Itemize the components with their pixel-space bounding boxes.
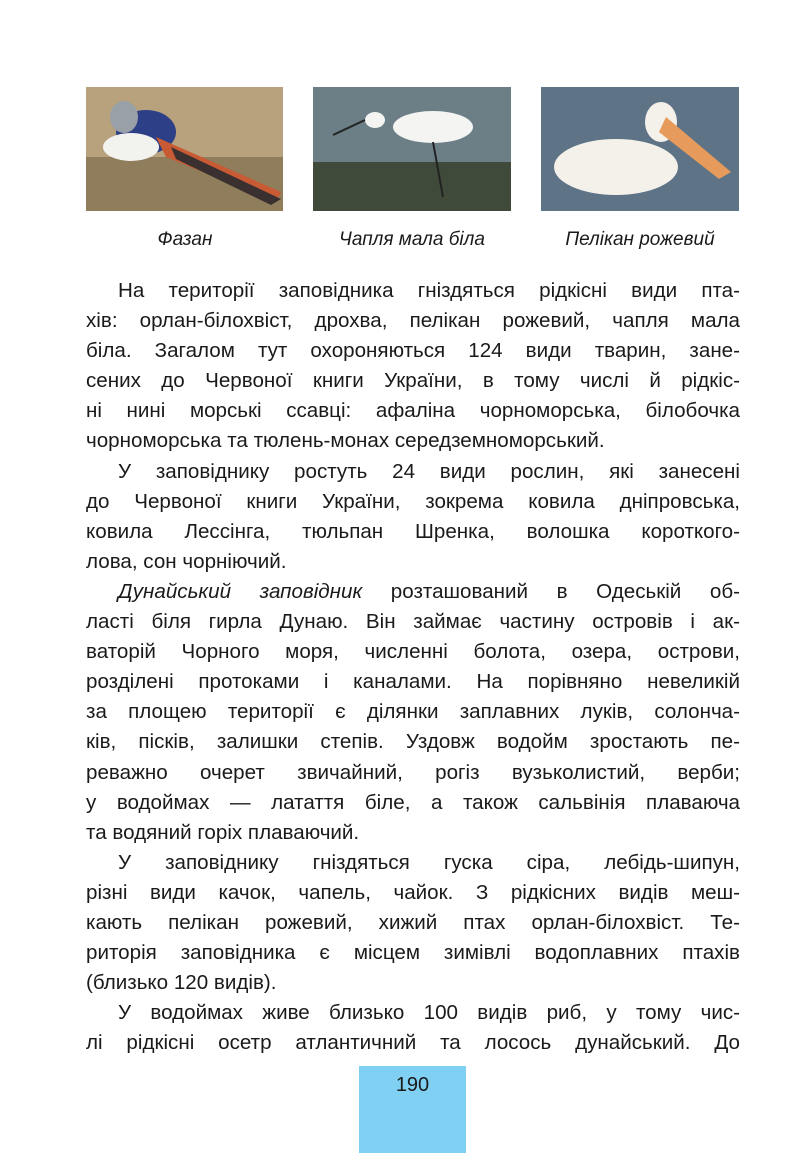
text-line: ків, пісків, залишки степів. Уздовж водойм зростають пе- bbox=[86, 730, 740, 754]
text-line: за площею території є ділянки заплавних луків, солонча- bbox=[86, 700, 740, 724]
page-number: 190 bbox=[395, 1074, 430, 1096]
text-line: ковила Лессінга, тюльпан Шренка, волошка короткого- bbox=[86, 519, 740, 543]
text-line: (близько 120 видів). bbox=[86, 971, 277, 995]
text-line: У водоймах живе близько 100 видів риб, у тому чис- bbox=[118, 1001, 740, 1025]
body-text bbox=[86, 276, 740, 1058]
text-line: чорноморська та тюлень-монах середземноморський. bbox=[86, 429, 605, 453]
caption-pelican: Пелікан рожевий bbox=[565, 229, 715, 250]
pelican-photo bbox=[541, 87, 739, 211]
italic-lead: Дунайський заповідник bbox=[118, 579, 363, 603]
text-line: ні нині морські ссавці: афаліна чорноморська, білобочка bbox=[86, 399, 740, 423]
heron-photo bbox=[313, 87, 511, 211]
pheasant-photo bbox=[86, 87, 283, 211]
text-line: ласті біля гирла Дунаю. Він займає частину островів і ак- bbox=[86, 610, 740, 634]
text-line: різні види качок, чапель, чайок. З рідкісних видів меш- bbox=[86, 880, 740, 904]
text-line-rest: розташований в Одеській об- bbox=[390, 579, 740, 603]
text-line: реважно очерет звичайний, рогіз вузьколистий, верби; bbox=[86, 760, 740, 784]
text-line: лі рідкісні осетр атлантичний та лосось дунайський. До bbox=[86, 1031, 740, 1055]
caption-heron: Чапля мала біла bbox=[339, 229, 485, 250]
text-line: хів: орлан-білохвіст, дрохва, пелікан рожевий, чапля мала bbox=[86, 309, 740, 333]
text-line: у водоймах — латаття біле, а також сальвінія плаваюча bbox=[86, 790, 740, 814]
text-line: біла. Загалом тут охороняються 124 види тварин, зане- bbox=[86, 339, 740, 363]
text-line: кають пелікан рожевий, хижий птах орлан-білохвіст. Те- bbox=[86, 910, 740, 934]
text-line: сених до Червоної книги України, в тому числі й рідкіс- bbox=[86, 369, 740, 393]
text-line: та водяний горіх плаваючий. bbox=[86, 820, 360, 844]
caption-pheasant: Фазан bbox=[157, 229, 213, 250]
text-line: У заповіднику ростуть 24 види рослин, які занесені bbox=[118, 459, 740, 483]
text-line: розділені протоками і каналами. На порівняно невеликій bbox=[86, 670, 740, 694]
page-number-box bbox=[359, 1066, 466, 1153]
text-line: лова, сон чорніючий. bbox=[86, 549, 287, 573]
text-line-with-italic-lead bbox=[86, 577, 740, 607]
text-line: до Червоної книги України, зокрема ковила дніпровська, bbox=[86, 489, 740, 513]
text-line: На території заповідника гніздяться рідкісні види пта- bbox=[118, 279, 740, 302]
text-line: У заповіднику гніздяться гуска сіра, лебідь-шипун, bbox=[118, 850, 740, 874]
text-line: ваторій Чорного моря, численні болота, озера, острови, bbox=[86, 640, 740, 664]
text-line: риторія заповідника є місцем зимівлі водоплавних птахів bbox=[86, 941, 740, 965]
